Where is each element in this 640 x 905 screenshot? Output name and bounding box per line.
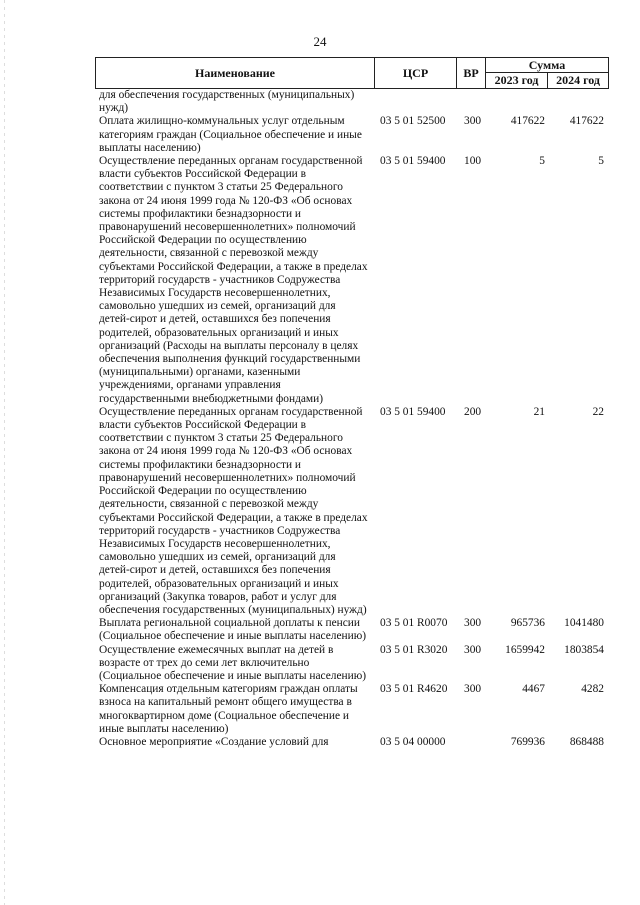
table-row [99,683,609,736]
table-body [99,89,609,749]
row-sum-2024: 1803854 [564,643,604,656]
scan-edge [4,0,5,905]
row-sum-2024: 1041480 [564,617,604,630]
header-sum: Сумма [486,58,608,73]
header-year-2023: 2023 год [486,73,548,88]
row-csr: 03 5 01 R0070 [380,617,448,630]
table-row [99,736,609,749]
row-csr: 03 5 01 59400 [380,405,446,418]
row-sum-2024: 4282 [581,683,604,696]
table-row [99,115,609,155]
page-number: 24 [313,34,327,49]
row-sum-2024: 5 [598,155,604,168]
row-sum-2023: 417622 [510,115,545,128]
row-name: для обеспечения государственных (муниципальных) нужд) [99,89,355,115]
row-name: Осуществление переданных органам государственной власти субъектов Российской Федерации в соответствии с пунктом 3 статьи 25 Федерального закона от 24 июня 1999 года № 120-ФЗ «Об основах системы профилактики безнадзорности и правонарушений несовершеннолетних» полномочий Российской Федерации по осуществлению деятельности, связанной с перевозкой между субъектами Российской Федерации, а также в пределах территорий государств - участников Содружества Независимых Государств несовершеннолетних, самовольно ушедших из семей, организаций для детей-сирот и детей, оставшихся без попечения родителей, образовательных организаций и иных организаций (Закупка товаров, работ и услуг для обеспечения государственных (муниципальных) нужд) [99,405,368,616]
row-vr: 100 [464,155,482,168]
row-csr: 03 5 04 00000 [380,735,446,748]
row-sum-2023: 965736 [510,617,545,630]
row-sum-2024: 417622 [569,115,604,128]
header-year-2024: 2024 год [556,73,600,87]
row-vr: 200 [464,405,482,418]
row-vr: 300 [464,115,482,128]
row-sum-2023: 21 [533,405,545,418]
row-name: Оплата жилищно-коммунальных услуг отдельным категориям граждан (Социальное обеспечение и иные выплаты населению) [99,115,362,154]
row-sum-2023: 1659942 [505,643,545,656]
row-name: Выплата региональной социальной доплаты к пенсии (Социальное обеспечение и иные выплаты населению) [99,617,367,643]
table-header [95,57,609,89]
row-name: Компенсация отдельным категориям граждан оплаты взноса на капитальный ремонт общего имущества в многоквартирном доме (Социальное обеспечение и иные выплаты населению) [99,683,358,735]
header-name: Наименование [96,58,375,88]
header-vr: ВР [457,58,486,88]
row-sum-2024: 22 [592,405,604,418]
header-csr: ЦСР [375,58,457,88]
row-vr: 300 [464,617,482,630]
row-sum-2024: 868488 [569,735,604,748]
row-sum-2023: 5 [539,155,545,168]
row-name: Основное мероприятие «Создание условий для [99,735,329,748]
table-row [99,89,609,115]
row-sum-2023: 769936 [510,735,545,748]
row-vr: 300 [464,683,482,696]
row-sum-2023: 4467 [522,683,545,696]
row-name: Осуществление переданных органам государственной власти субъектов Российской Федерации в соответствии с пунктом 3 статьи 25 Федерального закона от 24 июня 1999 года № 120-ФЗ «Об основах системы профилактики безнадзорности и правонарушений несовершеннолетних» полномочий Российской Федерации по осуществлению деятельности, связанной с перевозкой между субъектами Российской Федерации, а также в пределах территорий государств - участников Содружества Независимых Государств несовершеннолетних, самовольно ушедших из семей, организаций для детей-сирот и детей, оставшихся без попечения родителей, образовательных организаций и иных организаций (Расходы на выплаты персоналу в целях обеспечения выполнения функций государственными (муниципальными) органами, казенными учреждениями, органами управления государственными внебюджетными фондами) [99,155,368,405]
row-name: Осуществление ежемесячных выплат на детей в возрасте от трех до семи лет включительно (Социальное обеспечение и иные выплаты населению) [99,643,367,682]
table-row [99,155,609,406]
row-csr: 03 5 01 59400 [380,155,446,168]
row-vr: 300 [464,643,482,656]
table-row [99,617,609,643]
table-row [99,406,609,617]
row-csr: 03 5 01 52500 [380,115,446,128]
row-csr: 03 5 01 R4620 [380,683,448,696]
row-csr: 03 5 01 R3020 [380,643,448,656]
table-row [99,644,609,684]
